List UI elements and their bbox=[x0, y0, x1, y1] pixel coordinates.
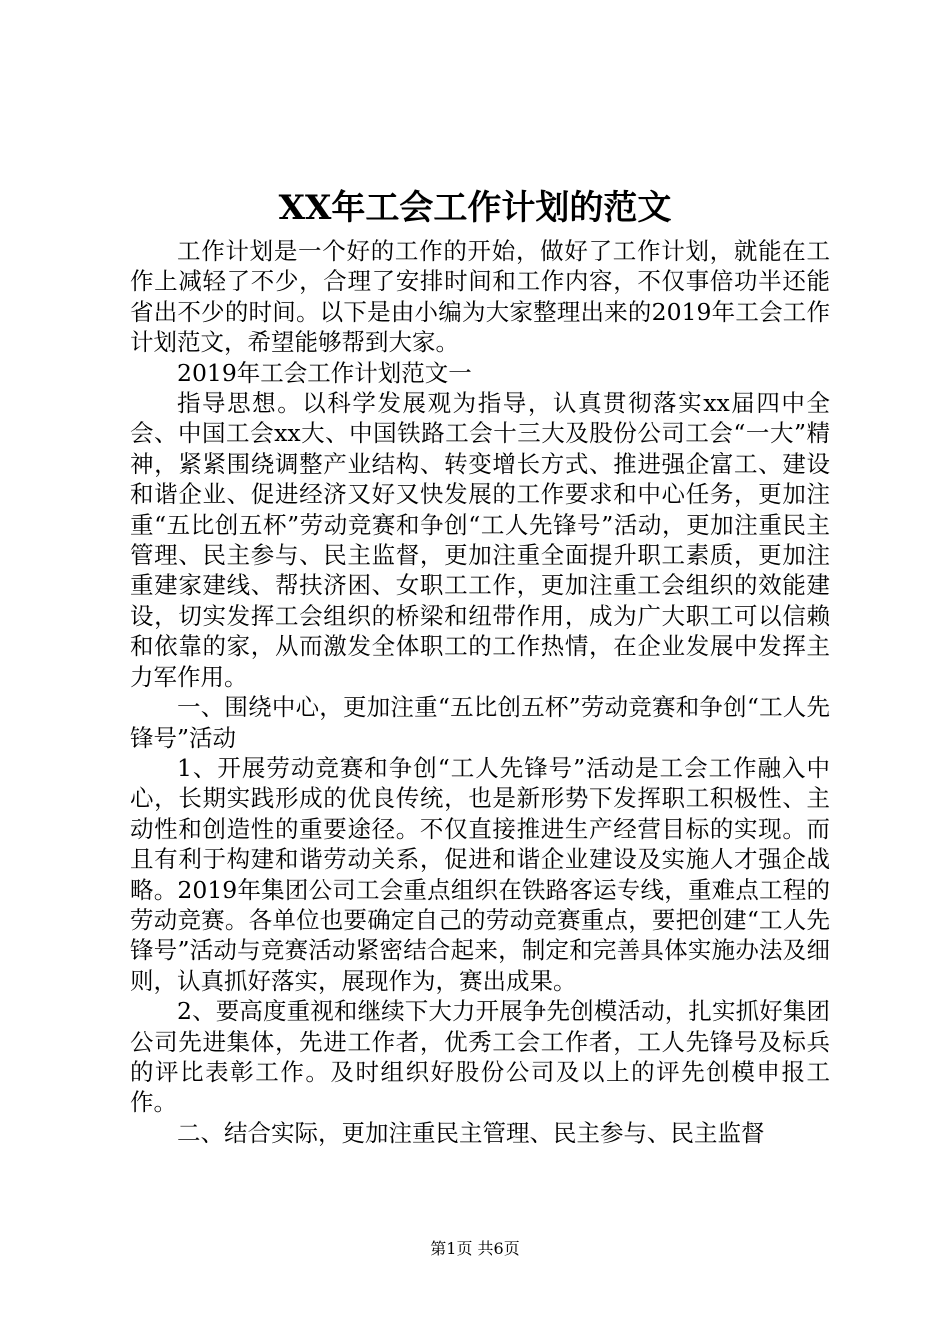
section-heading: 二、结合实际，更加注重民主管理、民主参与、民主监督 bbox=[177, 1118, 765, 1147]
list-item-paragraph: 1、开展劳动竞赛和争创“工人先锋号”活动是工会工作融入中心，长期实践形成的优良传统，也是新形势下发挥职工积极性、主动性和创造性的重要途径。不仅直接推进生产经营目标的实现。而且有利于构建和谐劳动关系，促进和谐企业建设及实施人才强企战略。2019年集团公司工会重点组织在铁路客运专线，重难点工程的劳动竞赛。各单位也要确定自己的劳动竞赛重点，要把创建“工人先锋号”活动与竞赛活动紧密结合起来，制定和完善具体实施办法及细则，认真抓好落实，展现作为，赛出成果。 bbox=[130, 753, 830, 995]
list-item-paragraph: 2、要高度重视和继续下大力开展争先创模活动，扎实抓好集团公司先进集体，先进工作者，优秀工会工作者，工人先锋号及标兵的评比表彰工作。及时组织好股份公司及以上的评先创模申报工作。 bbox=[130, 997, 830, 1117]
guiding-thought-paragraph: 指导思想。以科学发展观为指导，认真贯彻落实xx届四中全会、中国工会xx大、中国铁路工会十三大及股份公司工会“一大”精神，紧紧围绕调整产业结构、转变增长方式、推进强企富工、建设和谐企业、促进经济又好又快发展的工作要求和中心任务，更加注重“五比创五杯”劳动竞赛和争创“工人先锋号”活动，更加注重民主管理、民主参与、民主监督，更加注重全面提升职工素质，更加注重建家建线、帮扶济困、女职工工作，更加注重工会组织的效能建设，切实发挥工会组织的桥梁和纽带作用，成为广大职工可以信赖和依靠的家，从而激发全体职工的工作热情，在企业发展中发挥主力军作用。 bbox=[130, 389, 830, 691]
page-number-footer: 第1页 共6页 bbox=[430, 1239, 520, 1258]
document-body bbox=[130, 236, 830, 1148]
section-heading: 一、围绕中心，更加注重“五比创五杯”劳动竞赛和争创“工人先锋号”活动 bbox=[130, 693, 830, 752]
intro-paragraph: 工作计划是一个好的工作的开始，做好了工作计划，就能在工作上减轻了不少，合理了安排时间和工作内容，不仅事倍功半还能省出不少的时间。以下是由小编为大家整理出来的2019年工会工作计划范文，希望能够帮到大家。 bbox=[130, 237, 830, 357]
section-heading: 2019年工会工作计划范文一 bbox=[177, 358, 472, 387]
document-title: XX年工会工作计划的范文 bbox=[278, 188, 672, 228]
